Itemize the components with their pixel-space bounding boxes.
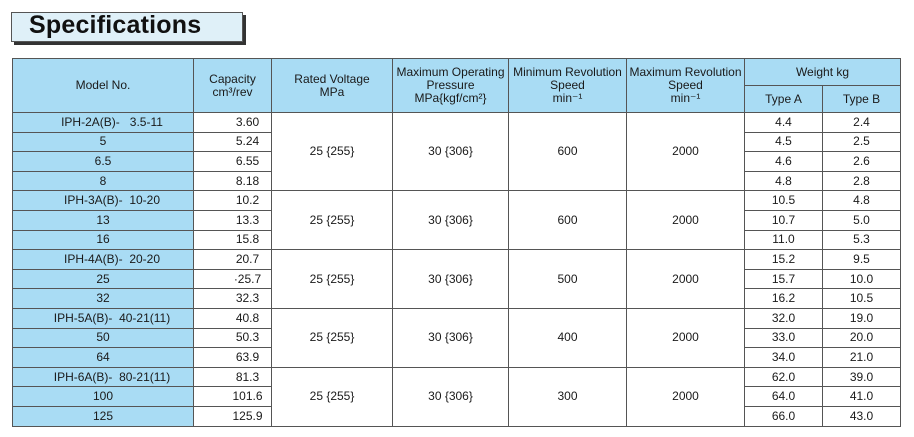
header-max-pressure-unit: MPa{kgf/cm²} (414, 91, 487, 105)
header-max-speed-unit: min⁻¹ (670, 91, 701, 105)
min-speed-cell: 300 (509, 367, 627, 426)
weight-type-b-cell: 5.0 (823, 210, 901, 230)
capacity-cell: 20.7 (194, 250, 272, 270)
model-cell: 100 (13, 387, 194, 407)
weight-type-a-cell: 4.5 (745, 132, 823, 152)
max-speed-cell: 2000 (627, 308, 745, 367)
model-cell: 16 (13, 230, 194, 250)
weight-type-b-cell: 2.8 (823, 171, 901, 191)
capacity-cell: ·25.7 (194, 269, 272, 289)
weight-type-b-cell: 2.6 (823, 152, 901, 172)
voltage-cell: 25 {255} (272, 367, 393, 426)
table-row (13, 250, 901, 270)
model-label: IPH-4A(B)- 20-20 (63, 251, 161, 266)
weight-type-b-cell: 20.0 (823, 328, 901, 348)
max-speed-cell: 2000 (627, 191, 745, 250)
capacity-cell: 32.3 (194, 289, 272, 309)
header-max-pressure (393, 59, 509, 113)
page-title: Specifications (29, 11, 202, 39)
pressure-cell: 30 {306} (393, 113, 509, 191)
pressure-cell: 30 {306} (393, 308, 509, 367)
weight-type-b-cell: 43.0 (823, 406, 901, 426)
weight-type-a-cell: 4.6 (745, 152, 823, 172)
header-max-pressure-line2: Pressure (426, 78, 475, 92)
model-cell (13, 308, 194, 328)
model-cell: 8 (13, 171, 194, 191)
weight-type-b-cell: 21.0 (823, 348, 901, 368)
voltage-cell: 25 {255} (272, 250, 393, 309)
min-speed-cell: 400 (509, 308, 627, 367)
header-voltage-label: Rated Voltage (294, 71, 370, 86)
header-voltage (272, 59, 393, 113)
weight-type-b-cell: 10.5 (823, 289, 901, 309)
header-voltage-unit: MPa (319, 84, 345, 99)
model-label: IPH-5A(B)- 40-21(11) (53, 310, 171, 325)
model-label: IPH-6A(B)- 80-21(11) (53, 369, 171, 384)
header-capacity (194, 59, 272, 113)
capacity-cell: 3.60 (194, 113, 272, 133)
capacity-cell: 10.2 (194, 191, 272, 211)
weight-type-a-cell: 34.0 (745, 348, 823, 368)
max-speed-cell: 2000 (627, 113, 745, 191)
model-cell: 50 (13, 328, 194, 348)
header-type-a: Type A (745, 86, 823, 113)
weight-type-b-cell: 19.0 (823, 308, 901, 328)
weight-type-b-cell: 39.0 (823, 367, 901, 387)
specifications-table (12, 58, 901, 427)
header-max-speed-line2: Speed (668, 78, 703, 92)
max-speed-cell: 2000 (627, 250, 745, 309)
header-min-speed (509, 59, 627, 113)
table-row (13, 308, 901, 328)
weight-type-a-cell: 16.2 (745, 289, 823, 309)
header-max-speed-line1: Maximum Revolution (629, 65, 742, 79)
capacity-cell: 125.9 (194, 406, 272, 426)
weight-type-a-cell: 33.0 (745, 328, 823, 348)
weight-type-b-cell: 41.0 (823, 387, 901, 407)
header-max-speed (627, 59, 745, 113)
weight-type-a-cell: 10.5 (745, 191, 823, 211)
header-capacity-unit: cm³/rev (212, 84, 253, 99)
weight-type-b-cell: 10.0 (823, 269, 901, 289)
weight-type-a-cell: 66.0 (745, 406, 823, 426)
weight-type-a-cell: 15.7 (745, 269, 823, 289)
capacity-cell: 8.18 (194, 171, 272, 191)
pressure-cell: 30 {306} (393, 191, 509, 250)
header-type-b: Type B (823, 86, 901, 113)
model-cell (13, 113, 194, 133)
model-cell: 6.5 (13, 152, 194, 172)
weight-type-b-cell: 5.3 (823, 230, 901, 250)
weight-type-a-cell: 15.2 (745, 250, 823, 270)
model-cell: 64 (13, 348, 194, 368)
max-speed-cell: 2000 (627, 367, 745, 426)
weight-type-b-cell: 9.5 (823, 250, 901, 270)
model-label: IPH-2A(B)- 3.5-11 (61, 114, 163, 129)
weight-type-a-cell: 11.0 (745, 230, 823, 250)
weight-type-a-cell: 62.0 (745, 367, 823, 387)
weight-type-b-cell: 4.8 (823, 191, 901, 211)
min-speed-cell: 600 (509, 113, 627, 191)
model-cell (13, 191, 194, 211)
capacity-cell: 101.6 (194, 387, 272, 407)
voltage-cell: 25 {255} (272, 191, 393, 250)
header-model: Model No. (13, 59, 194, 113)
header-min-speed-unit: min⁻¹ (552, 91, 583, 105)
voltage-cell: 25 {255} (272, 113, 393, 191)
min-speed-cell: 500 (509, 250, 627, 309)
header-max-pressure-line1: Maximum Operating (396, 65, 505, 79)
model-label: IPH-3A(B)- 10-20 (63, 193, 161, 208)
capacity-cell: 6.55 (194, 152, 272, 172)
header-weight: Weight kg (745, 59, 901, 86)
capacity-cell: 13.3 (194, 210, 272, 230)
header-capacity-label: Capacity (209, 71, 256, 86)
model-cell: 32 (13, 289, 194, 309)
header-min-speed-line2: Speed (550, 78, 585, 92)
capacity-cell: 50.3 (194, 328, 272, 348)
model-cell (13, 250, 194, 270)
capacity-cell: 5.24 (194, 132, 272, 152)
model-cell: 25 (13, 269, 194, 289)
weight-type-a-cell: 32.0 (745, 308, 823, 328)
min-speed-cell: 600 (509, 191, 627, 250)
header-min-speed-line1: Minimum Revolution (513, 65, 622, 79)
weight-type-a-cell: 4.8 (745, 171, 823, 191)
model-cell: 125 (13, 406, 194, 426)
table-row (13, 113, 901, 133)
weight-type-b-cell: 2.4 (823, 113, 901, 133)
pressure-cell: 30 {306} (393, 367, 509, 426)
voltage-cell: 25 {255} (272, 308, 393, 367)
table-row (13, 191, 901, 211)
weight-type-a-cell: 4.4 (745, 113, 823, 133)
model-cell (13, 367, 194, 387)
capacity-cell: 81.3 (194, 367, 272, 387)
table-row (13, 367, 901, 387)
weight-type-b-cell: 2.5 (823, 132, 901, 152)
capacity-cell: 15.8 (194, 230, 272, 250)
model-cell: 13 (13, 210, 194, 230)
model-cell: 5 (13, 132, 194, 152)
pressure-cell: 30 {306} (393, 250, 509, 309)
capacity-cell: 63.9 (194, 348, 272, 368)
weight-type-a-cell: 64.0 (745, 387, 823, 407)
weight-type-a-cell: 10.7 (745, 210, 823, 230)
capacity-cell: 40.8 (194, 308, 272, 328)
